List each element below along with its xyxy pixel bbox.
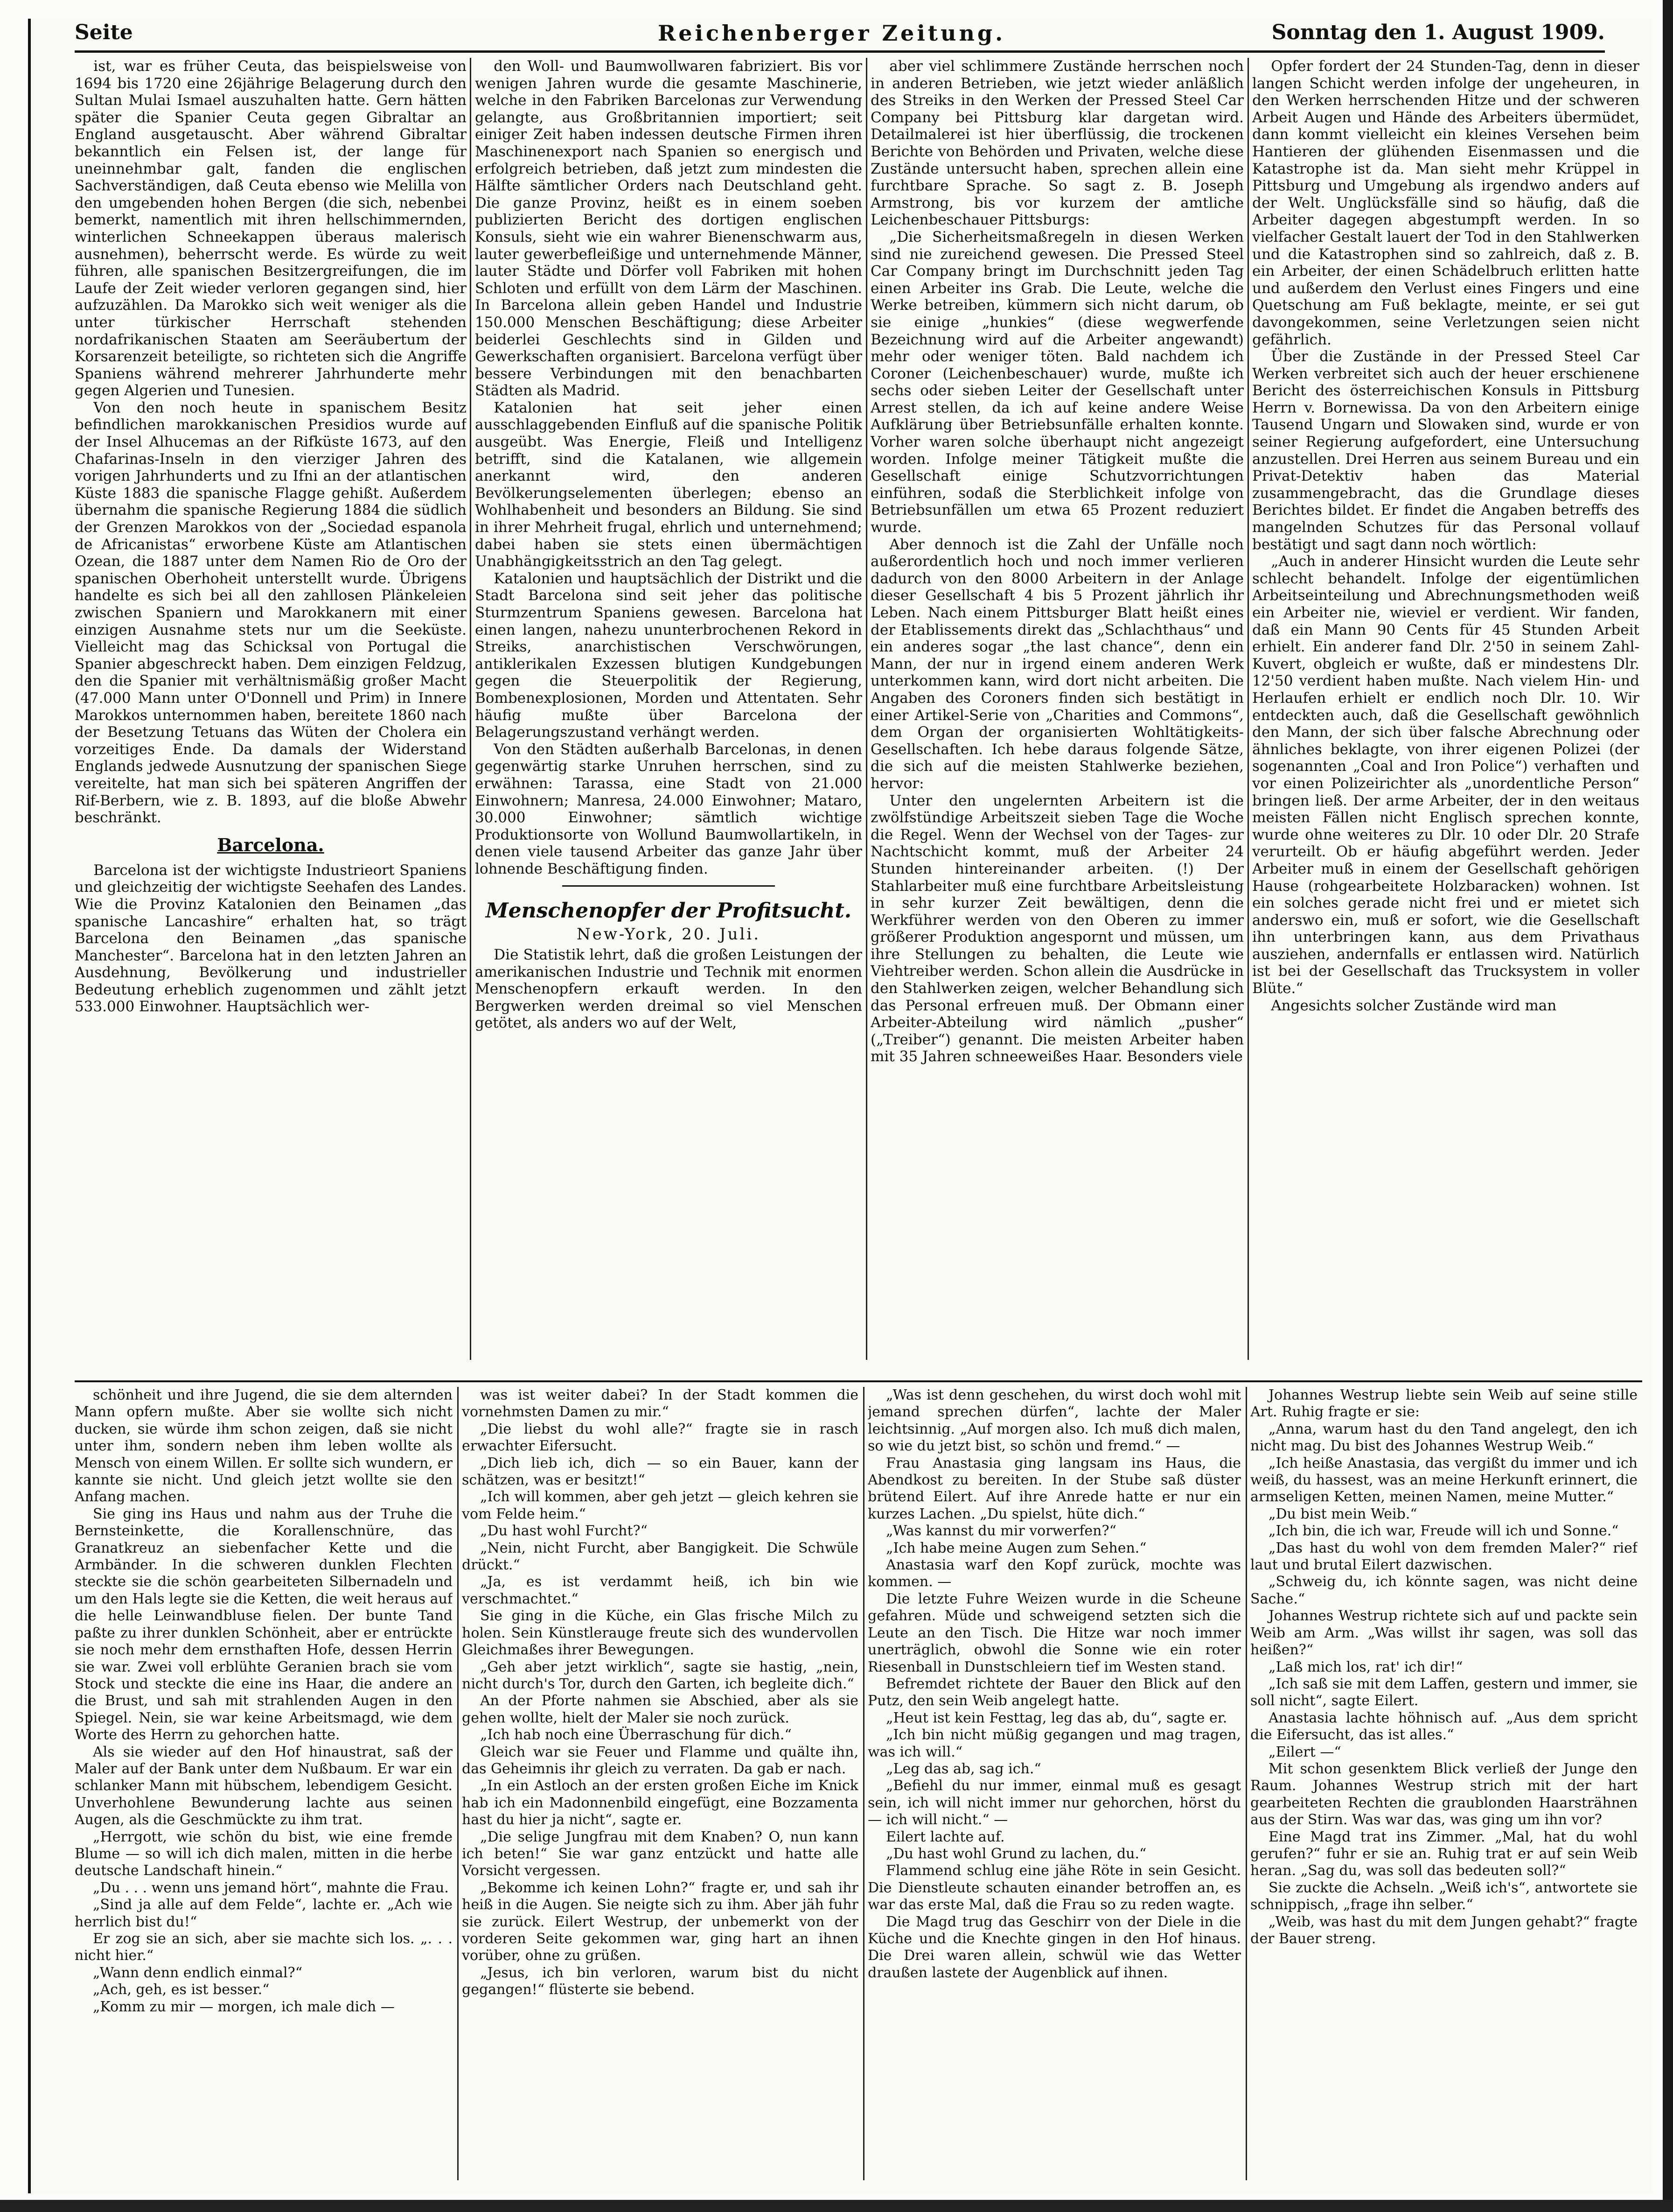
paragraph: Anastasia warf den Kopf zurück, mochte was kommen. —: [868, 1557, 1241, 1590]
paragraph: aber viel schlimmere Zustände herrschen noch in anderen Betrieben, wie jetzt wieder anläßlich des Streiks in den Werken der Pressed Steel Car Company bei Pittsburg klar dargetan wird. Detailmalerei ist hier überflüssig, die trockenen Berichte von Behörden und Privaten, welche diese Zustände untersucht haben, sprechen allein eine furchtbare Sprache. So sagt z. B. Joseph Armstrong, bis vor kurzem der amtliche Leichenbeschauer Pittsburgs:: [871, 58, 1244, 229]
paragraph: Katalonien hat seit jeher einen ausschlaggebenden Einfluß auf die spanische Politik ausgeübt. Was Energie, Fleiß und Intelligenz betrifft, sind die Katalanen, wie allgemein anerkannt wird, den anderen Bevölkerungselementen überlegen; ebenso an Wohlhabenheit und besonders an Bildung. Sie sind in ihrer Mehrheit frugal, ehrlich und unternehmend; dabei haben sie stets einen übermächtigen Unabhängigkeitsstrich an den Tag gelegt.: [475, 399, 862, 570]
paragraph: „Ich heiße Anastasia, das vergißt du immer und ich weiß, du hassest, was an meine Herkunft erinnert, die armseligen Ketten, meinen Namen, meine Mutter.“: [1250, 1455, 1638, 1505]
paragraph: Johannes Westrup richtete sich auf und packte sein Weib am Arm. „Was willst ihr sagen, was soll das heißen?“: [1250, 1608, 1638, 1659]
column-3: [871, 58, 1244, 1383]
paragraph: „Herrgott, wie schön du bist, wie eine fremde Blume — so will ich dich malen, mitten in die herbe deutsche Landschaft hinein.“: [75, 1828, 453, 1879]
scan-edge-right: [1663, 0, 1673, 2212]
paragraph: „Heut ist kein Festtag, leg das ab, du“, sagte er.: [886, 1709, 1227, 1726]
issue-date: Sonntag den 1. August 1909.: [1271, 21, 1605, 44]
paragraph: Flammend schlug eine jähe Röte in sein Gesicht. Die Dienstleute schauten einander betroffen an, es war das erste Mal, daß die Frau so zu reden wagte.: [868, 1862, 1241, 1913]
paragraph: den Woll- und Baumwollwaren fabriziert. Bis vor wenigen Jahren wurde die gesamte Maschinerie, welche in den Fabriken Barcelonas zur Verwendung gelangte, aus Großbritannien importiert; seit einiger Zeit haben indessen deutsche Firmen ihren Maschinenexport nach Spanien so energisch und erfolgreich betrieben, daß jetzt zum mindesten die Hälfte sämtlicher Orders nach Deutschland geht. Die ganze Provinz, heißt es in einem soeben publizierten Bericht des dortigen englischen Konsuls, sieht wie ein wahrer Bienenschwarm aus, lauter gewerbefleißige und unternehmende Männer, lauter Städte und Dörfer voll Fabriken mit hohen Schloten und erfüllt von dem Lärm der Maschinen. In Barcelona allein geben Handel und Industrie 150.000 Menschen Beschäftigung; diese Arbeiter beiderlei Geschlechts sind in Gilden und Gewerkschaften organisiert. Barcelona verfügt über bessere Verbindungen mit den benachbarten Städten als Madrid.: [475, 58, 862, 399]
paragraph: Unter den ungelernten Arbeitern ist die zwölfstündige Arbeitszeit sieben Tage die Woche die Regel. Wenn der Wechsel von der Tages- zur Nachtschicht kommt, muß der Arbeiter 24 Stunden hintereinander arbeiten. (!) Der Stahlarbeiter muß eine furchtbare Arbeitsleistung in sehr kurzer Zeit bewältigen, denn die Werkführer werden von den Oberen zu immer größerer Produktion angespornt und müssen, um ihre Stellungen zu behalten, die Leute wie Viehtreiber werden. Schon allein die Ausdrücke in den Stahlwerken zeigen, welcher Behandlung sich das Personal erfreuen muß. Der Obmann einer Arbeiter-Abteilung wird nämlich „pusher“ („Treiber“) genannt. Die meisten Arbeiter haben mit 35 Jahren schneeweißes Haar. Besonders viele: [871, 792, 1244, 1065]
feuilleton-rule: [75, 1380, 1642, 1382]
feuilleton-column-4: [1250, 1387, 1638, 2180]
paragraph: „Ja, es ist verdammt heiß, ich bin wie verschmachtet.“: [462, 1574, 858, 1607]
paragraph: Mit schon gesenktem Blick verließ der Junge den Raum. Johannes Westrup strich mit der hart gearbeiteten Rechten die graublonden Haarsträhnen aus der Stirn. Was war das, was ging um ihn vor?: [1250, 1760, 1638, 1828]
paragraph: „Wann denn endlich einmal?“: [93, 1964, 303, 1981]
paragraph: Als sie wieder auf den Hof hinaustrat, saß der Maler auf der Bank unter dem Nußbaum. Er war ein schlanker Mann mit hübschem, lebendigem Gesicht. Unverhohlene Bewunderung lachte aus seinen Augen, als die Geschmückte zu ihm trat.: [75, 1743, 453, 1828]
newspaper-title: Reichenberger Zeitung.: [658, 21, 1006, 46]
paragraph: ist, war es früher Ceuta, das beispielsweise von 1694 bis 1720 eine 26jährige Belagerung durch den Sultan Mulai Ismael auszuhalten hatte. Gern hätten später die Spanier Ceuta gegen Gibraltar an England ausgetauscht. Aber während Gibraltar bekanntlich ein Felsen ist, der lange für uneinnehmbar galt, fanden die englischen Sachverständigen, daß Ceuta ebenso wie Melilla von den umgebenden hohen Bergen (die sich, nebenbei bemerkt, namentlich mit ihren hellschimmernden, winterlichen Schneekappen überaus malerisch ausnehmen), beherrscht werde. Es würde zu weit führen, alle spanischen Besitzergreifungen, die im Laufe der Zeit wieder verloren gegangen sind, hier aufzuzählen. Da Marokko sich weit weniger als die unter türkischer Herrschaft stehenden nordafrikanischen Staaten am Seeräubertum der Korsarenzeit beteiligte, so richteten sich die Angriffe Spaniens während mehrerer Jahrhunderte mehr gegen Algerien und Tunesien.: [75, 58, 467, 399]
paragraph: was ist weiter dabei? In der Stadt kommen die vornehmsten Damen zu mir.“: [462, 1387, 858, 1421]
paragraph: Aber dennoch ist die Zahl der Unfälle noch außerordentlich hoch und noch immer verlieren dadurch von den 8000 Arbeitern in der Anlage dieser Gesellschaft 4 bis 5 Prozent jährlich ihr Leben. Nach einem Pittsburger Blatt heißt eines der Etablissements direkt das „Schlachthaus“ und ein anderes sogar „the last chance“, denn ein Mann, der nur in irgend einem anderen Werk unterkommen kann, wird dort nicht arbeiten. Die Angaben des Coroners finden sich bestätigt in einer Artikel-Serie von „Charities and Commons“, dem Organ der organisierten Wohltätigkeits-Gesellschaften. Ich hebe daraus folgende Sätze, die sich auf die meisten Stahlwerke beziehen, hervor:: [871, 536, 1244, 792]
paragraph: „Du . . . wenn uns jemand hört“, mahnte die Frau.: [93, 1879, 449, 1896]
paragraph: „Jesus, ich bin verloren, warum bist du nicht gegangen!“ flüsterte sie bebend.: [462, 1964, 858, 1998]
column-divider: [457, 1387, 459, 2180]
paragraph: „Eilert —“: [1269, 1743, 1341, 1760]
paragraph: „Dich lieb ich, dich — so ein Bauer, kann der schätzen, was er besitzt!“: [462, 1455, 858, 1489]
paragraph: Anastasia lachte höhnisch auf. „Aus dem spricht die Eifersucht, das ist alles.“: [1250, 1709, 1638, 1743]
paragraph: „Anna, warum hast du den Tand angelegt, den ich nicht mag. Du bist des Johannes Westrup Weib.“: [1250, 1421, 1638, 1455]
paragraph: Von den Städten außerhalb Barcelonas, in denen gegenwärtig starke Unruhen herrschen, sind zu erwähnen: Tarassa, eine Stadt von 21.000 Einwohnern; Manresa, 24.000 Einwohner; Mataro, 30.000 Einwohner; sämtlich wichtige Produktionsorte von Wollund Baumwollartikeln, in denen viele tausend Arbeiter das ganze Jahr über lohnende Beschäftigung finden.: [475, 741, 862, 877]
paragraph: schönheit und ihre Jugend, die sie dem alternden Mann opfern mußte. Aber sie wollte sich nicht ducken, sie würde ihm schon zeigen, daß sie nicht unter ihm, sondern neben ihm leben wollte als Mensch von einem Willen. Er sollte sich wundern, er kannte sie nicht. Und gleich jetzt wollte sie den Anfang machen.: [75, 1387, 453, 1505]
paragraph: Über die Zustände in der Pressed Steel Car Werken verbreitet sich auch der heuer erschienene Bericht des österreichischen Konsuls in Pittsburg Herrn v. Bornewissa. Da von den Arbeitern einige Tausend Ungarn und Slowaken sind, wurde er von seiner Regierung aufgefordert, eine Untersuchung anzustellen. Drei Herren aus seinem Bureau und ein Privat-Detektiv haben das Material zusammengebracht, das die Grundlage dieses Berichtes bildet. Er findet die Angaben betreffs des mangelnden Schutzes für das Personal vollauf bestätigt und sagt dann noch wörtlich:: [1252, 348, 1639, 553]
article-headline: Menschenopfer der Profitsucht.: [485, 898, 852, 923]
paragraph: Er zog sie an sich, aber sie machte sich los. „. . . nicht hier.“: [75, 1931, 453, 1964]
header-rule: [75, 50, 1605, 53]
paragraph: Gleich war sie Feuer und Flamme und quälte ihn, das Geheimnis ihr gleich zu verraten. Da gab er nach.: [462, 1743, 858, 1777]
paragraph: „Schweig du, ich könnte sagen, was nicht deine Sache.“: [1250, 1574, 1638, 1607]
paragraph: „Ich saß sie mit dem Laffen, gestern und immer, sie soll nicht“, sagte Eilert.: [1250, 1675, 1638, 1709]
feuilleton-column-2: [462, 1387, 858, 2180]
column-divider: [1248, 58, 1249, 1360]
paragraph: „Die liebst du wohl alle?“ fragte sie in rasch erwachter Eifersucht.: [462, 1421, 858, 1455]
masthead: [75, 21, 1605, 49]
column-divider: [863, 1387, 864, 2180]
paragraph: Die letzte Fuhre Weizen wurde in die Scheune gefahren. Müde und schweigend setzten sich die Leute an den Tisch. Die Hitze war noch immer unerträglich, obwohl die Sonne wie ein roter Riesenball in Dunstschleiern tief im Westen stand.: [868, 1590, 1241, 1675]
feuilleton-column-1: [75, 1387, 453, 2180]
paragraph: „Ich will kommen, aber geh jetzt — gleich kehren sie vom Felde heim.“: [462, 1489, 858, 1522]
paragraph: „Nein, nicht Furcht, aber Bangigkeit. Die Schwüle drückt.“: [462, 1540, 858, 1574]
paragraph: Befremdet richtete der Bauer den Blick auf den Putz, den sein Weib angelegt hatte.: [868, 1675, 1241, 1709]
scan-edge-bottom: [0, 2200, 1673, 2212]
article-separator: [562, 885, 775, 887]
paragraph: Sie ging ins Haus und nahm aus der Truhe die Bernsteinkette, die Korallenschnüre, das Granatkreuz an siebenfacher Kette und die Armbänder. In die schweren dunklen Flechten steckte sie die schön gearbeiteten Silbernadeln und um den Hals legte sie die Ketten, die weit heraus auf die helle Leinwandbluse fielen. Der bunte Tand paßte zu ihrer dunklen Schönheit, aber er entrückte sie noch mehr dem ernsthaften Hofe, dessen Herrin sie war. Zwei voll erblühte Geranien brach sie vom Stock und steckte die eine ins Haar, die andere an die Brust, und sah mit strahlenden Augen in den Spiegel. Nein, sie war keine Arbeitsmagd, wie dem Worte des Herrn zu gehorchen hatte.: [75, 1505, 453, 1743]
paragraph: Eine Magd trat ins Zimmer. „Mal, hat du wohl gerufen?“ fuhr er sie an. Ruhig trat er auf sein Weib heran. „Sag du, was soll das bedeuten soll?“: [1250, 1828, 1638, 1879]
column-divider: [470, 58, 471, 1360]
page-label: Seite: [75, 21, 133, 44]
paragraph: „Was ist denn geschehen, du wirst doch wohl mit jemand sprechen dürfen“, lachte der Maler leichtsinnig. „Auf morgen also. Ich muß dich malen, so wie du jetzt bist, so schön und fremd.“ —: [868, 1387, 1241, 1455]
paragraph: „In ein Astloch an der ersten großen Eiche im Knick hab ich ein Madonnenbild eingefügt, eine Bozzamenta hast du hier ja nicht“, sagte er.: [462, 1778, 858, 1828]
paragraph: Katalonien und hauptsächlich der Distrikt und die Stadt Barcelona sind seit jeher das politische Sturmzentrum Spaniens gewesen. Barcelona hat einen langen, nahezu ununterbrochenen Rekord in Streiks, anarchistischen Verschwörungen, antiklerikalen Exzessen blutigen Kundgebungen gegen die Steuerpolitik der Regierung, Bombenexplosionen, Morden und Attentaten. Sehr häufig mußte über Barcelona der Belagerungszustand verhängt werden.: [475, 570, 862, 741]
paragraph: „Geh aber jetzt wirklich“, sagte sie hastig, „nein, nicht durch's Tor, durch den Garten, ich begleite dich.“: [462, 1659, 858, 1692]
paragraph: Die Magd trug das Geschirr von der Diele in die Küche und die Knechte gingen in den Hof hinaus. Die Drei waren allein, schwül wie das Wetter draußen lastete der Augenblick auf ihnen.: [868, 1913, 1241, 1981]
paragraph: „Du hast wohl Furcht?“: [480, 1523, 648, 1540]
column-1: [75, 58, 467, 1383]
column-4: [1252, 58, 1639, 1383]
paragraph: „Die selige Jungfrau mit dem Knaben? O, nun kann ich beten!“ Sie war ganz entzückt und hatte alle Vorsicht vergessen.: [462, 1828, 858, 1879]
paragraph: „Du bist mein Weib.“: [1269, 1505, 1417, 1522]
column-divider: [866, 58, 867, 1360]
paragraph: „Weib, was hast du mit dem Jungen gehabt?“ fragte der Bauer streng.: [1250, 1913, 1638, 1947]
paragraph: Barcelona ist der wichtigste Industrieort Spaniens und gleichzeitig der wichtigste Seehafen des Landes. Wie die Provinz Katalonien den Beinamen „das spanische Lancashire“ erhalten hat, so trägt Barcelona den Beinamen „das spanische Manchester“. Barcelona hat in den letzten Jahren an Ausdehnung, Bevölkerung und industrieller Bedeutung erheblich zugenommen und zählt jetzt 533.000 Einwohner. Hauptsächlich wer-: [75, 861, 467, 1015]
paragraph: Frau Anastasia ging langsam ins Haus, die Abendkost zu bereiten. In der Stube saß düster brütend Eilert. Auf ihre Anrede hatte er nur ein kurzes Lachen. „Du spielst, hüte dich.“: [868, 1455, 1241, 1522]
paragraph: Eilert lachte auf.: [886, 1828, 1005, 1845]
paragraph: „Laß mich los, rat' ich dir!“: [1269, 1659, 1463, 1675]
paragraph: „Das hast du wohl von dem fremden Maler?“ rief laut und brutal Eilert dazwischen.: [1250, 1540, 1638, 1574]
column-divider: [1246, 1387, 1247, 2180]
paragraph: „Ach, geh, es ist besser.“: [93, 1981, 270, 1998]
paragraph: „Was kannst du mir vorwerfen?“: [886, 1523, 1116, 1540]
paragraph: „Ich habe meine Augen zum Sehen.“: [886, 1540, 1147, 1556]
paragraph: „Auch in anderer Hinsicht wurden die Leute sehr schlecht behandelt. Infolge der eigentümlichen Arbeitseinteilung und Abrechnungsmethoden weiß ein Arbeiter nie, wieviel er verdient. Wir fanden, daß ein Mann 90 Cents für 45 Stunden Arbeit erhielt. Ein anderer fand Dlr. 2'50 in seinem Zahl-Kuvert, obgleich er wußte, daß er mindestens Dlr. 12'50 verdient haben mußte. Nach vielem Hin- und Herlaufen erhielt er endlich noch Dlr. 10. Wir entdeckten auch, daß die Gesellschaft gewöhnlich den Mann, der sich über falsche Abrechnung oder ähnliches beklagte, von ihrer eigenen Polizei (der sogenannten „Coal and Iron Police“) verhaften und vor einen Polizeirichter als „unordentliche Person“ bringen ließ. Der arme Arbeiter, der in den weitaus meisten Fällen nicht Englisch sprechen konnte, wurde ohne weiteres zu Dlr. 10 oder Dlr. 20 Strafe verurteilt. Ob er häufig abgeführt werden. Jeder Arbeiter muß in einem der Gesellschaft gehörigen Hause (rohgearbeitete Holzbaracken) wohnen. Ist ein solches gerade nicht frei und er mietet sich anderswo ein, muß er sofort, wie die Gesellschaft ihn unterbringen kann, aus dem Privathaus ausziehen, andernfalls er entlassen wird. Natürlich ist bei der Gesellschaft das Trucksystem in voller Blüte.“: [1252, 553, 1639, 997]
paragraph: „Bekomme ich keinen Lohn?“ fragte er, und sah ihr heiß in die Augen. Sie neigte sich zu ihm. Aber jäh fuhr sie zurück. Eilert Westrup, der unbemerkt von der vorderen Seite gekommen war, ging hart an ihnen vorüber, ohne zu grüßen.: [462, 1879, 858, 1964]
feuilleton-column-3: [868, 1387, 1241, 2180]
paragraph: „Ich hab noch eine Überraschung für dich.“: [480, 1727, 792, 1743]
paragraph: Die Statistik lehrt, daß die großen Leistungen der amerikanischen Industrie und Technik mit enormen Menschenopfern erkauft werden. In den Bergwerken werden dreimal so viel Menschen getötet, als anders wo auf der Welt,: [475, 946, 862, 1032]
paragraph: „Die Sicherheitsmaßregeln in diesen Werken sind nie zureichend gewesen. Die Pressed Steel Car Company bringt im Durchschnitt jeden Tag einen Arbeiter ins Grab. Die Leute, welche die Werke betreiben, kümmern sich nicht darum, ob sie einige „hunkies“ (diese wegwerfende Bezeichnung wird auf die Arbeiter angewandt) mehr oder weniger töten. Bald nachdem ich Coroner (Leichenbeschauer) wurde, mußte ich sechs oder sieben Leiter der Gesellschaft unter Arrest stellen, da ich auf keine andere Weise Aufklärung über Betriebsunfälle erhalten konnte. Vorher waren solche überhaupt nicht angezeigt worden. Infolge meiner Tätigkeit mußte die Gesellschaft einige Schutzvorrichtungen einführen, sodaß die Sterblichkeit infolge von Betriebsunfällen um etwa 65 Prozent reduziert wurde.: [871, 228, 1244, 536]
paragraph: Von den noch heute in spanischem Besitz befindlichen marokkanischen Presidios wurde auf der Insel Alhucemas an der Rifküste 1673, auf den Chafarinas-Inseln in den vierziger Jahren des vorigen Jahrhunderts und zu Ifni an der atlantischen Küste 1883 die spanische Flagge gehißt. Außerdem übernahm die spanische Regierung 1884 die südlich der Grenzen Marokkos von der „Sociedad espanola de Africanistas“ erworbene Küste am Atlantischen Ozean, die 1887 unter dem Namen Rio de Oro der spanischen Oberhoheit unterstellt wurde. Übrigens handelte es sich bei all den zahllosen Plänkeleien zwischen Spaniern und Marokkanern mit einer einzigen Ausnahme stets nur um die Seeküste. Vielleicht mag das Schicksal von Portugal die Spanier abgeschreckt haben. Dem einzigen Feldzug, den die Spanier mit verhältnismäßig großer Macht (47.000 Mann unter O'Donnell und Prim) in Innere Marokkos unternommen haben, bereitete 1860 nach der Besetzung Tetuans das Wüten der Cholera ein vorzeitiges Ende. Da damals der Widerstand Englands jedwede Ausnutzung der spanischen Siege vereitelte, hat man sich bei späteren Angriffen der Rif-Berbern, wie z. B. 1893, auf die bloße Abwehr beschränkt.: [75, 399, 467, 826]
paragraph: Sie ging in die Küche, ein Glas frische Milch zu holen. Sein Künstlerauge freute sich des wundervollen Gleichmaßes ihrer Bewegungen.: [462, 1608, 858, 1659]
paragraph: „Ich bin, die ich war, Freude will ich und Sonne.“: [1269, 1523, 1619, 1540]
paragraph: Sie zuckte die Achseln. „Weiß ich's“, antwortete sie schnippisch, „frage ihn selber.“: [1250, 1879, 1638, 1913]
paragraph: „Du hast wohl Grund zu lachen, du.“: [886, 1845, 1147, 1862]
column-2: [475, 58, 862, 1383]
paragraph: „Komm zu mir — morgen, ich male dich —: [93, 1998, 395, 2015]
article-dateline: New-York, 20. Juli.: [576, 924, 761, 944]
paragraph: An der Pforte nahmen sie Abschied, aber als sie gehen wollte, hielt der Maler sie noch zurück.: [462, 1693, 858, 1726]
paragraph: Johannes Westrup liebte sein Weib auf seine stille Art. Ruhig fragte er sie:: [1250, 1387, 1638, 1421]
paragraph: Angesichts solcher Zustände wird man: [1271, 997, 1557, 1014]
paragraph: „Befiehl du nur immer, einmal muß es gesagt sein, ich will nicht immer nur gehorchen, hörst du — ich will nicht.“ —: [868, 1778, 1241, 1828]
paragraph: „Ich bin nicht müßig gegangen und mag tragen, was ich will.“: [868, 1727, 1241, 1760]
paragraph: „Sind ja alle auf dem Felde“, lachte er. „Ach wie herrlich bist du!“: [75, 1897, 453, 1930]
paragraph: Opfer fordert der 24 Stunden-Tag, denn in dieser langen Schicht werden infolge der ungeheuren, in den Werken herrschenden Hitze und der schweren Arbeit Augen und Hände des Arbeiters übermüdet, dann kommt vielleicht ein kleines Versehen beim Hantieren der glühenden Eisenmassen und die Katastrophe ist da. Man sieht mehr Krüppel in Pittsburg und Umgebung als irgendwo anders auf der Welt. Unglücksfälle sind so häufig, daß die Arbeiter dagegen abgestumpft werden. In so vielfacher Gestalt lauert der Tod in den Stahlwerken und die Katastrophen sind so zahlreich, daß z. B. ein Arbeiter, der einen Schädelbruch erlitten hatte und außerdem den Verlust eines Fingers und eine Quetschung am Fuß beklagte, meinte, er sei gut davongekommen, seine Verletzungen seien nicht gefährlich.: [1252, 58, 1639, 348]
paragraph: „Leg das ab, sag ich.“: [886, 1760, 1041, 1777]
section-heading-barcelona: Barcelona.: [217, 834, 324, 855]
